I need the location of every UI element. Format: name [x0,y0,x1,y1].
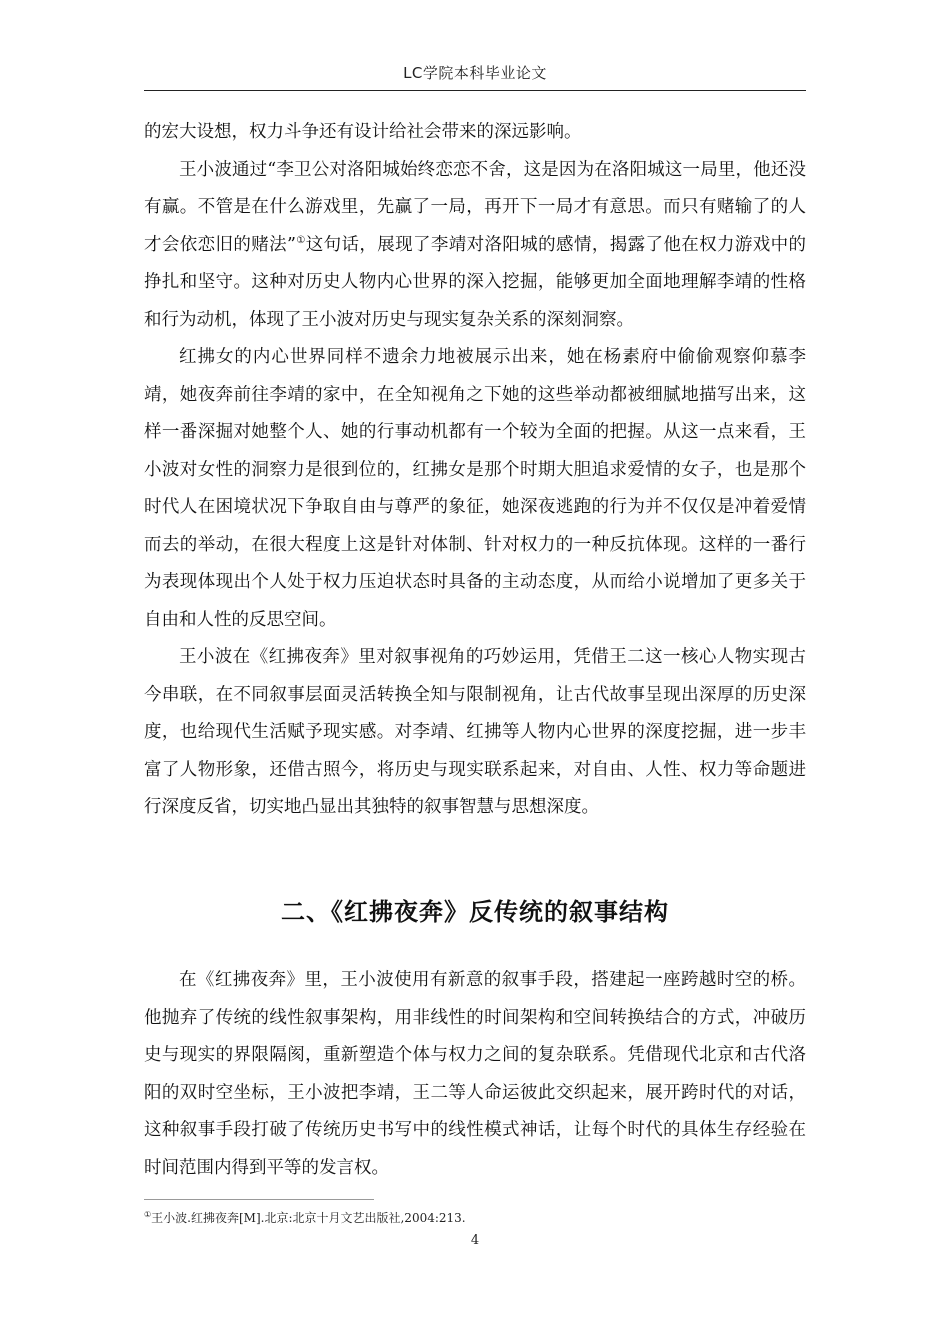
quote-text: 王小波通过“李卫公对洛阳城始终恋恋不舍，这是因为在洛阳城这一局里，他还没有赢。不管是在什么游戏里，先赢了一局，再开下一局才有意思。而只有赌输了的人才会依恋旧的赌法” [144,159,806,255]
footnote-mark: ① [144,1210,152,1219]
body-text [144,114,806,827]
footnote-divider [144,1199,374,1200]
footnote-text: 王小波.红拂夜奔[M].北京:北京十月文艺出版社,2004:213. [151,1211,466,1225]
paragraph-hongfu: 红拂女的内心世界同样不遗余力地被展示出来，她在杨素府中偷偷观察仰慕李靖，她夜奔前往李靖的家中，在全知视角之下她的这些举动都被细腻地描写出来，这样一番深掘对她整个人、她的行事动机都有一个较为全面的把握。从这一点来看，王小波对女性的洞察力是很到位的，红拂女是那个时期大胆追求爱情的女子，也是那个时代人在困境状况下争取自由与尊严的象征，她深夜逃跑的行为并不仅仅是冲着爱情而去的举动，在很大程度上这是针对体制、针对权力的一种反抗体现。这样的一番行为表现体现出个人处于权力压迫状态时具备的主动态度，从而给小说增加了更多关于自由和人性的反思空间。 [144,347,806,630]
paragraph-structure: 在《红拂夜奔》里，王小波使用有新意的叙事手段，搭建起一座跨越时空的桥。他抛弃了传统的线性叙事架构，用非线性的时间架构和空间转换结合的方式，冲破历史与现实的界限隔阂，重新塑造个体与权力之间的复杂联系。凭借现代北京和古代洛阳的双时空坐标，王小波把李靖，王二等人命运彼此交织起来，展开跨时代的对话，这种叙事手段打破了传统历史书写中的线性模式神话，让每个时代的具体生存经验在时间范围内得到平等的发言权。 [144,970,806,1178]
quote-commentary: 这句话，展现了李靖对洛阳城的感情，揭露了他在权力游戏中的挣扎和坚守。这种对历史人物内心世界的深入挖掘，能够更加全面地理解李靖的性格和行为动机，体现了王小波对历史与现实复杂关系的深刻洞察。 [144,234,807,330]
page-number: 4 [470,1233,480,1248]
paragraph-narrative-perspective: 王小波在《红拂夜奔》里对叙事视角的巧妙运用，凭借王二这一核心人物实现古今串联，在不同叙事层面灵活转换全知与限制视角，让古代故事呈现出深厚的历史深度，也给现代生活赋予现实感。对李靖、红拂等人物内心世界的深度挖掘，进一步丰富了人物形象，还借古照今，将历史与现实联系起来，对自由、人性、权力等命题进行深度反省，切实地凸显出其独特的叙事智慧与思想深度。 [144,647,806,817]
footnote-reference[interactable]: ① [296,234,306,246]
footnote [144,1210,806,1226]
paragraph-continued: 的宏大设想，权力斗争还有设计给社会带来的深远影响。 [144,122,582,142]
header-divider [144,90,806,91]
running-header: LC学院本科毕业论文 [403,64,547,82]
paragraph-li-jing [144,152,806,340]
section-body [144,962,806,1187]
section-heading: 二、《红拂夜奔》反传统的叙事结构 [281,898,669,926]
